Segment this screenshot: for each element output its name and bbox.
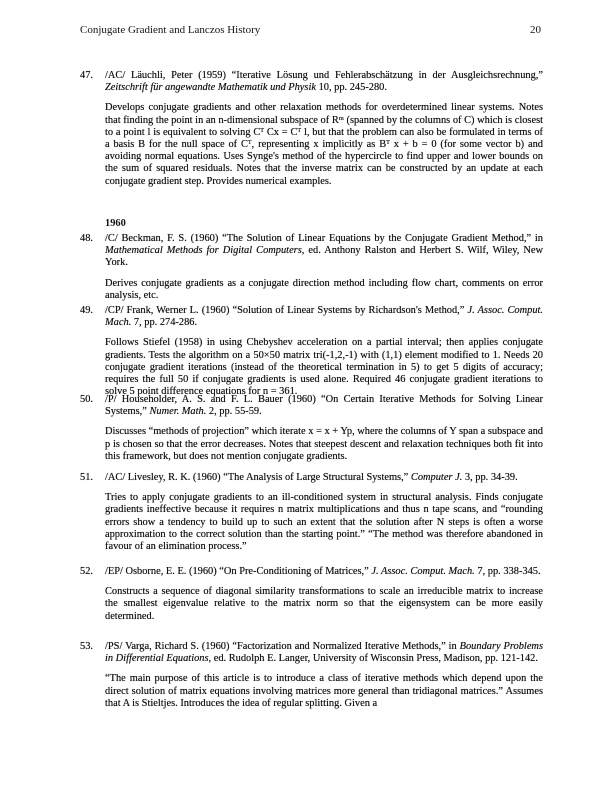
- citation-text: /AC/ Livesley, R. K. (1960) “The Analysis of Large Structural Systems,”: [105, 472, 411, 483]
- entry-number: 48.: [80, 233, 93, 244]
- entry-number: 50.: [80, 394, 93, 405]
- entry-number: 47.: [80, 70, 93, 81]
- entry-52: [80, 566, 543, 623]
- entry-51: [80, 472, 543, 553]
- annotation: Develops conjugate gradients and other relaxation methods for overdetermined linear systems. Notes that finding the point in an n-dimensional subspace of Rᵐ (spanned by the columns of C) which is closest to a point l is equivalent to solving Cᵀ Cx = Cᵀ l, but that the problem can also be formulated in terms of a basis B for the null space of Cᵀ, representing x implicitly as Bᵀ x + b = 0 (for some vector b) and avoiding normal equations. Uses Synge's method of the hypercircle to find upper and lower bounds on the sum of squared residuals. Notes that the inverse matrix can be constructed by an update at each conjugate gradient step. Provides numerical examples.: [105, 102, 543, 187]
- citation-text: /C/ Beckman, F. S. (1960) “The Solution of Linear Equations by the Conjugate Gradient Method,” in: [105, 233, 543, 244]
- entry-48: [80, 233, 543, 302]
- citation: [105, 472, 543, 484]
- citation-text: /CP/ Frank, Werner L. (1960) “Solution of Linear Systems by Richardson's Method,”: [105, 305, 468, 316]
- citation-tail: 7, pp. 338-345.: [474, 566, 541, 577]
- citation: [105, 641, 543, 665]
- annotation: Tries to apply conjugate gradients to an ill-conditioned system in structural analysis. Finds conjugate gradients ineffective because it requires n matrix multiplications and thus n tape scans, and “rounding errors show a tendency to build up to such an extent that the solution after N steps is often a worse approximation to the correct solution than the starting point.” “The method was therefore abandoned in favour of an elimination process.”: [105, 492, 543, 553]
- section-year: 1960: [105, 218, 126, 229]
- annotation: Discusses “methods of projection” which iterate x = x + Yp, where the columns of Y span a subspace and p is chosen so that the error decreases. Notes that steepest descent and relaxation techniques both fit into this framework, but does not mention conjugate gradients.: [105, 426, 543, 462]
- citation-text: /AC/ Läuchli, Peter (1959) “Iterative Lösung und Fehlerabschätzung in der Ausgleichsrechnung,”: [105, 70, 543, 81]
- journal: Zeitschrift für angewandte Mathematik und Physik: [105, 82, 316, 94]
- citation: [105, 233, 543, 270]
- citation: [105, 70, 543, 94]
- journal: Mathematical Methods for Digital Computers: [105, 245, 302, 257]
- citation: [105, 305, 543, 329]
- citation-text: /EP/ Osborne, E. E. (1960) “On Pre-Conditioning of Matrices,”: [105, 566, 372, 577]
- journal: J. Assoc. Comput. Mach.: [105, 305, 543, 329]
- entry-50: [80, 394, 543, 463]
- entry-number: 52.: [80, 566, 93, 577]
- citation-tail: , ed. Rudolph E. Langer, University of Wisconsin Press, Madison, pp. 121-142.: [208, 653, 538, 665]
- citation-tail: 3, pp. 34-39.: [462, 472, 518, 483]
- citation-tail: , ed. Anthony Ralston and Herbert S. Wilf, Wiley, New York.: [105, 245, 543, 269]
- citation-tail: 10, pp. 245-280.: [315, 82, 387, 94]
- citation: [105, 394, 543, 418]
- citation: [105, 566, 543, 578]
- citation-tail: 7, pp. 274-286.: [131, 317, 198, 329]
- journal: J. Assoc. Comput. Mach.: [371, 566, 475, 577]
- journal: Boundary Problems in Differential Equations: [105, 641, 543, 665]
- annotation: Derives conjugate gradients as a conjugate direction method including flow chart, comments on error analysis, etc.: [105, 277, 543, 301]
- entry-53: [80, 641, 543, 710]
- citation-tail: 2, pp. 55-59.: [206, 406, 262, 418]
- journal: Numer. Math.: [149, 406, 207, 418]
- entry-49: [80, 305, 543, 398]
- entry-number: 49.: [80, 305, 93, 316]
- entry-number: 51.: [80, 472, 93, 483]
- running-title: Conjugate Gradient and Lanczos History: [80, 24, 261, 36]
- page-number: 20: [530, 24, 541, 36]
- citation-text: /PS/ Varga, Richard S. (1960) “Factorization and Normalized Iterative Methods,” in: [105, 641, 460, 652]
- annotation: Follows Stiefel (1958) in using Chebyshev acceleration on a partial interval; then applies conjugate gradients. Tests the algorithm on a 50×50 matrix tri(-1,2,-1) with (1,1) element modified to 1. Needs 20 conjugate gradient iterations (instead of the theoretical termination in 5) to get 5 digits of accuracy; requires the full 50 if conjugate gradients is used alone. Required 46 conjugate gradient iterations to solve 5 point difference equations for n = 361.: [105, 337, 543, 398]
- annotation: “The main purpose of this article is to introduce a class of iterative methods which depend upon the direct solution of matrix equations involving matrices more general than tridiagonal matrices.” Assumes that A is Stieltjes. Introduces the idea of regular splitting. Given a: [105, 673, 543, 709]
- entry-number: 53.: [80, 641, 93, 652]
- journal: Computer J.: [410, 472, 463, 483]
- citation-text: /P/ Householder, A. S. and F. L. Bauer (1960) “On Certain Iterative Methods for Solving Linear Systems,”: [105, 394, 543, 418]
- annotation: Constructs a sequence of diagonal similarity transformations to scale an irreducible matrix to increase the smallest eigenvalue relative to the matrix norm so that the eigensystem can be more easily determined.: [105, 586, 543, 622]
- entry-47: [80, 70, 543, 188]
